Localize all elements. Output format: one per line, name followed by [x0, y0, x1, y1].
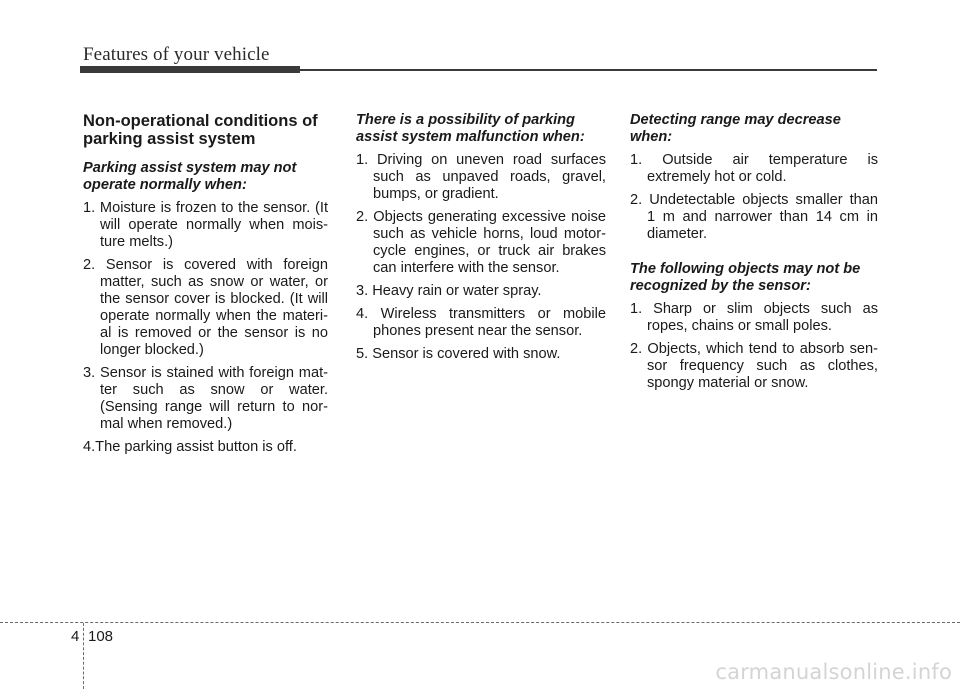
list-item: 2. Undetectable objects smaller than 1 m and narrower than 14 cm in diameter.	[630, 192, 878, 242]
page-number: 108	[88, 628, 114, 645]
column-1	[83, 112, 328, 462]
chapter-number: 4	[71, 628, 80, 645]
list-item: 1. Sharp or slim objects such as ropes, chains or small poles.	[630, 301, 878, 334]
header-rule-thin	[300, 69, 877, 71]
list-item: 2. Objects, which tend to absorb sen-sor frequency such as clothes, spongy material or snow.	[630, 341, 878, 391]
footer-divider	[0, 622, 960, 623]
column-2	[356, 112, 606, 369]
subheading-may-not-operate: Parking assist system may not operate normally when:	[83, 160, 297, 193]
list-item: 2. Objects generating excessive noise such as vehicle horns, loud motor-cycle engines, or truck air brakes can interfere with the sensor.	[356, 209, 606, 276]
column-3	[630, 112, 878, 398]
list-item: 5. Sensor is covered with snow.	[356, 346, 561, 362]
subheading-not-recognized: The following objects may not be recognized by the sensor:	[630, 261, 861, 294]
list-item: 3. Heavy rain or water spray.	[356, 283, 542, 299]
list-item: 1. Driving on uneven road surfaces such as unpaved roads, gravel, bumps, or gradient.	[356, 152, 606, 202]
list-item: 4.The parking assist button is off.	[83, 439, 297, 455]
list-item: 3. Sensor is stained with foreign mat-ter such as snow or water. (Sensing range will return to nor-mal when removed.)	[83, 365, 328, 432]
subheading-malfunction: There is a possibility of parking assist system malfunction when:	[356, 112, 585, 145]
list-item: 1. Moisture is frozen to the sensor. (It will operate normally when mois-ture melts.)	[83, 200, 328, 250]
page-header-title: Features of your vehicle	[83, 44, 270, 65]
watermark-logo: carmanualsonline.info	[715, 660, 952, 684]
list-item: 1. Outside air temperature is extremely hot or cold.	[630, 152, 878, 185]
footer-vertical-divider	[83, 623, 84, 689]
header-rule-thick	[80, 66, 300, 73]
list-item: 2. Sensor is covered with foreign matter, such as snow or water, or the sensor cover is blocked. (It will operate normally when the materi-al is removed or the sensor is no longer blocked.)	[83, 257, 328, 358]
section-heading: Non-operational conditions of parking assist system	[83, 112, 318, 148]
list-item: 4. Wireless transmitters or mobile phones present near the sensor.	[356, 306, 606, 339]
subheading-range-decrease: Detecting range may decrease when:	[630, 112, 841, 145]
